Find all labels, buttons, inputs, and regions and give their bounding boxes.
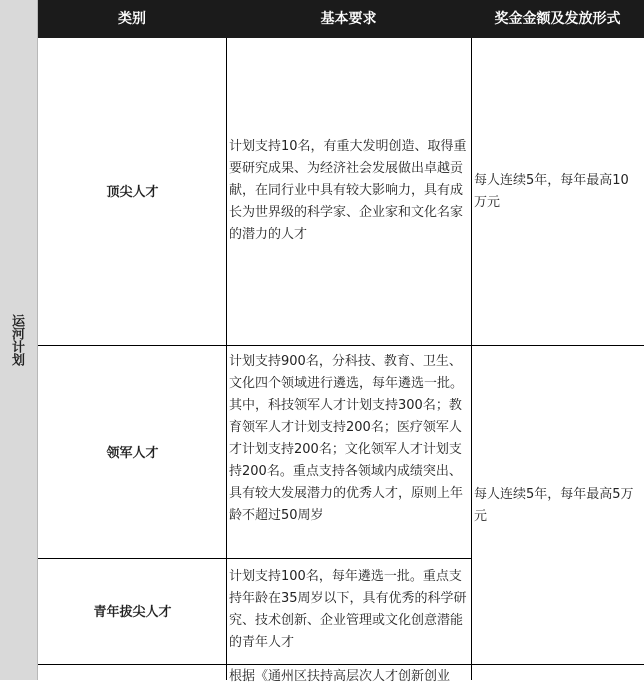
requirement-young-talent: 计划支持100名，每年遴选一批。重点支持年龄在35周岁以下，具有优秀的科学研究、技术创新、企业管理或文化创意潜能的青年人才 — [229, 569, 467, 650]
requirement-next-row: 根据《通州区扶持高层次人才创新创业 — [229, 669, 451, 684]
column-header-award: 奖金金额及发放形式 — [494, 11, 621, 27]
award-top-talent: 每人连续5年，每年最高10万元 — [474, 173, 629, 210]
category-top-talent: 顶尖人才 — [106, 185, 159, 200]
column-header-requirement: 基本要求 — [320, 11, 377, 27]
table-side-column — [0, 0, 38, 680]
category-young-talent: 青年拔尖人才 — [93, 605, 172, 620]
column-divider — [226, 38, 227, 680]
row-divider — [38, 558, 472, 559]
column-divider — [471, 38, 472, 680]
requirement-leading-talent: 计划支持900名，分科技、教育、卫生、文化四个领域进行遴选，每年遴选一批。其中，科技领军人才计划支持300名；教育领军人才计划支持200名；医疗领军人才计划支持200名；文化领军人才计划支持200名。重点支持各领域内成绩突出、具有较大发展潜力的优秀人才，原则上年龄不超过50周岁 — [229, 354, 464, 523]
row-divider — [38, 664, 644, 665]
table-header — [38, 0, 644, 38]
column-header-category: 类别 — [118, 11, 146, 27]
plan-name-label: 运河计划 — [9, 314, 24, 366]
row-divider — [38, 345, 644, 346]
requirement-top-talent: 计划支持10名，有重大发明创造、取得重要研究成果、为经济社会发展做出卓越贡献，在同行业中具有较大影响力，具有成长为世界级的科学家、企业家和文化名家的潜力的人才 — [229, 139, 467, 242]
category-leading-talent: 领军人才 — [106, 446, 159, 461]
award-leading-talent: 每人连续5年，每年最高5万元 — [474, 487, 634, 524]
